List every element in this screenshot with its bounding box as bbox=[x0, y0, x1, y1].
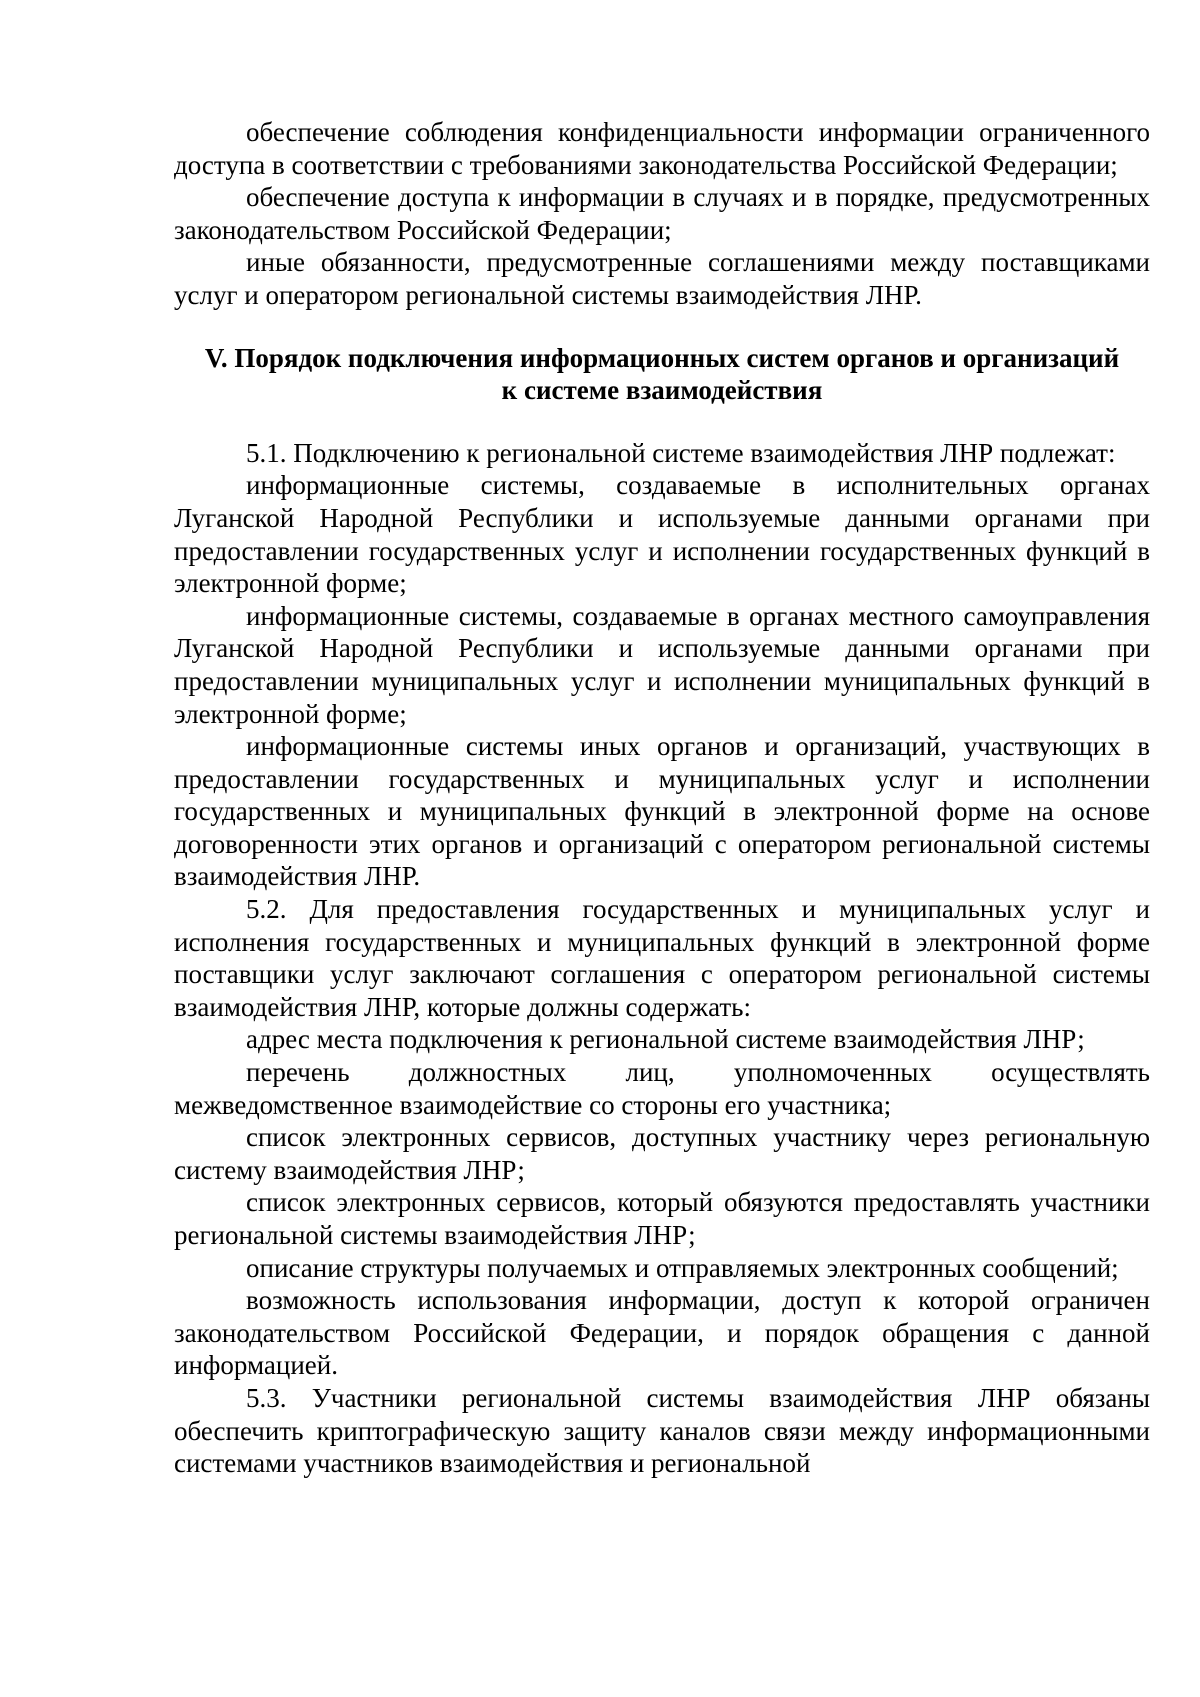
paragraph-other-systems: информационные системы иных органов и организаций, участвующих в предоставлении государственных и муниципальных услуг и исполнении государственных и муниципальных функций в электронной форме на основе договоренности этих органов и организаций с оператором региональной системы взаимодействия ЛНР. bbox=[174, 731, 1150, 892]
section-heading bbox=[174, 342, 1150, 407]
paragraph-municipal-systems: информационные системы, создаваемые в органах местного самоуправления Луганской Народной Республики и используемые данными органами при предоставлении муниципальных услуг и исполнении муниципальных функций в электронной форме; bbox=[174, 600, 1150, 729]
paragraph-confidentiality: обеспечение соблюдения конфиденциальности информации ограниченного доступа в соответствии с требованиями законодательства Российской Федерации; bbox=[174, 117, 1150, 180]
paragraph-officials: перечень должностных лиц, уполномоченных осуществлять межведомственное взаимодействие со стороны его участника; bbox=[174, 1057, 1150, 1120]
section-heading-line1: V. Порядок подключения информационных систем органов и организаций bbox=[204, 342, 1120, 373]
paragraph-message-structure: описание структуры получаемых и отправляемых электронных сообщений; bbox=[246, 1252, 1119, 1283]
paragraph-other-duties: иные обязанности, предусмотренные соглашениями между поставщиками услуг и оператором региональной системы взаимодействия ЛНР. bbox=[174, 247, 1150, 310]
paragraph-executive-systems: информационные системы, создаваемые в исполнительных органах Луганской Народной Республики и используемые данными органами при предоставлении государственных услуг и исполнении государственных функций в электронной форме; bbox=[174, 470, 1150, 599]
section-heading-line2: к системе взаимодействия bbox=[501, 375, 823, 406]
paragraph-5-2: 5.2. Для предоставления государственных и муниципальных услуг и исполнения государственных и муниципальных функций в электронной форме поставщики услуг заключают соглашения с оператором региональной системы взаимодействия ЛНР, которые должны содержать: bbox=[174, 894, 1150, 1022]
paragraph-5-3: 5.3. Участники региональной системы взаимодействия ЛНР обязаны обеспечить криптографическую защиту каналов связи между информационными системами участников взаимодействия и региональной bbox=[174, 1382, 1150, 1479]
paragraph-restricted-info: возможность использования информации, доступ к которой ограничен законодательством Российской Федерации, и порядок обращения с данной информацией. bbox=[174, 1285, 1150, 1381]
paragraph-access: обеспечение доступа к информации в случаях и в порядке, предусмотренных законодательством Российской Федерации; bbox=[174, 182, 1150, 245]
paragraph-services-provided: список электронных сервисов, который обязуются предоставлять участники региональной системы взаимодействия ЛНР; bbox=[174, 1187, 1150, 1250]
document-page bbox=[174, 116, 1150, 1480]
paragraph-address: адрес места подключения к региональной системе взаимодействия ЛНР; bbox=[246, 1024, 1085, 1055]
paragraph-services-available: список электронных сервисов, доступных участнику через региональную систему взаимодействия ЛНР; bbox=[174, 1122, 1150, 1185]
paragraph-5-1: 5.1. Подключению к региональной системе взаимодействия ЛНР подлежат: bbox=[246, 437, 1116, 468]
